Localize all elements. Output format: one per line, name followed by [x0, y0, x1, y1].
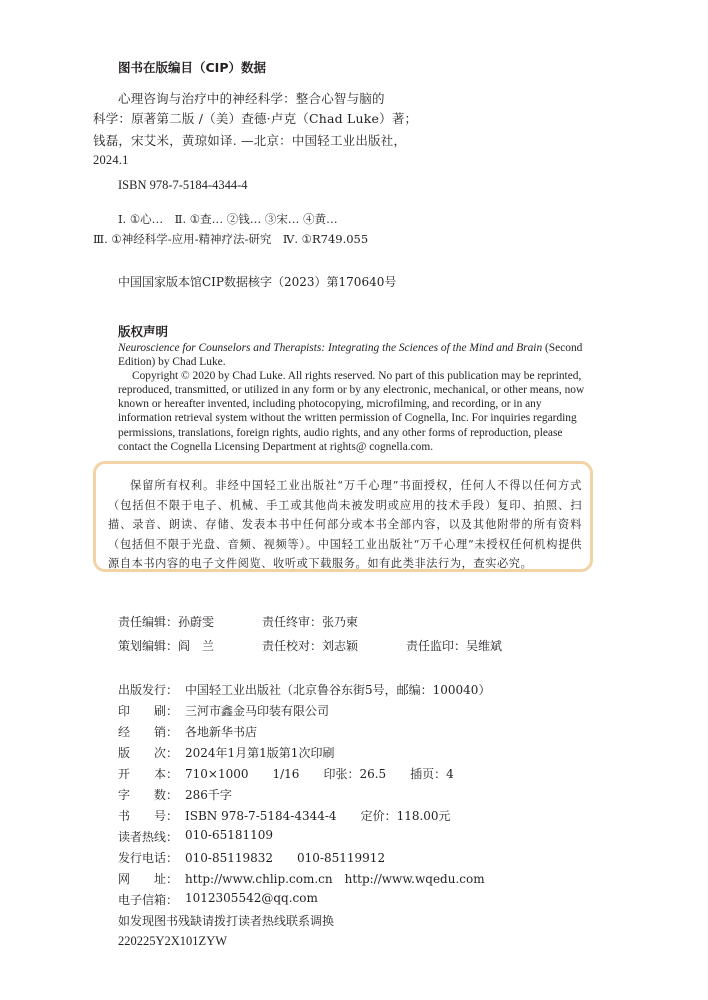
format-label: 开 本： — [118, 767, 179, 781]
cip-line: 钱磊，宋艾米，黄琼如译. —北京：中国轻工业出版社， — [93, 133, 407, 148]
staff-planning: 策划编辑：阎 兰 — [118, 639, 215, 653]
word-count-label: 字 数： — [118, 788, 179, 802]
format-value: 710×1000 1/16 印张：26.5 插页：4 — [185, 767, 454, 781]
printer-label: 印 刷： — [118, 704, 179, 718]
book-number-value: ISBN 978-7-5184-4344-4 定价：118.00元 — [185, 809, 451, 823]
original-title: Neuroscience for Counselors and Therapists: Integrating the Sciences of the Mind and Brain — [118, 342, 543, 354]
print-code: 220225Y2X101ZYW — [118, 934, 228, 948]
edition-label: 版 次： — [118, 746, 179, 760]
cip-number: 中国国家版本馆CIP数据核字（2023）第170640号 — [118, 275, 397, 289]
staff-supervision: 责任监印：吴维斌 — [406, 639, 503, 653]
publisher-value: 中国轻工业出版社（北京鲁谷东街5号，邮编：100040） — [185, 683, 491, 697]
word-count-value: 286千字 — [185, 788, 232, 802]
staff-editor: 责任编辑：孙蔚雯 — [118, 615, 215, 629]
copyright-heading: 版权声明 — [118, 324, 169, 339]
book-number-label: 书 号： — [118, 809, 179, 823]
edition-value: 2024年1月第1版第1次印刷 — [185, 746, 335, 760]
edition-credit: (Second Edition) by Chad Luke. — [118, 342, 583, 369]
website-value: http://www.chlip.com.cn http://www.wqedu.com — [185, 872, 485, 886]
cip-classification: Ⅰ. ①心… Ⅱ. ①查… ②钱… ③宋… ④黄… — [118, 212, 338, 226]
staff-proof: 责任校对：刘志颖 — [262, 639, 359, 653]
email-label: 电子信箱： — [118, 893, 179, 907]
distribution-phone-value: 010-85119832 010-85119912 — [185, 851, 386, 865]
cip-heading: 图书在版编目（CIP）数据 — [118, 60, 266, 75]
distributor-value: 各地新华书店 — [185, 725, 258, 739]
notice-paragraph: 保留所有权利。非经中国轻工业出版社“万千心理”书面授权，任何人不得以任何方式（包括但不限于电子、机械、手工或其他尚未被发明或应用的技术手段）复印、拍照、扫描、录音、朗读、存储、发表本书中任何部分或本书全部内容，以及其他附带的所有资料（包括但不限于光盘、音频、视频等）。中国轻工业出版社“万千心理”未授权任何机构提供源自本书内容的电子文件阅览、收听或下载服务。如有此类非法行为，查实必究。 — [108, 479, 583, 571]
distributor-label: 经 销： — [118, 725, 179, 739]
email-value: 1012305542@qq.com — [185, 891, 318, 905]
distribution-phone-label: 发行电话： — [118, 851, 179, 865]
cip-line: 2024.1 — [93, 153, 129, 167]
copyright-english-block — [118, 341, 598, 454]
reader-hotline-value: 010-65181109 — [185, 828, 274, 842]
cip-isbn: ISBN 978-7-5184-4344-4 — [118, 178, 248, 192]
replacement-note: 如发现图书残缺请拨打读者热线联系调换 — [118, 914, 335, 928]
reader-hotline-label: 读者热线： — [118, 830, 179, 844]
cip-classification: Ⅲ. ①神经科学-应用-精神疗法-研究 Ⅳ. ①R749.055 — [93, 232, 369, 246]
notice-text — [108, 476, 582, 574]
copyright-statement: Copyright © 2020 by Chad Luke. All rights reserved. No part of this publication may be reprinted, reproduced, transmitted, or utilized in any form or by any electronic, mechanical, or other means, now known or hereafter invented, including photocopying, microfilming, and recording, or in any information retrieval system without the written permission of Cognella, Inc. For inquiries regarding permissions, translations, foreign rights, audio rights, and any other forms of reproduction, please contact the Cognella Licensing Department at rights@ cognella.com. — [118, 370, 585, 453]
cip-line: 科学：原著第二版 /（美）查德·卢克（Chad Luke）著； — [93, 111, 418, 126]
website-label: 网 址： — [118, 872, 179, 886]
printer-value: 三河市鑫金马印装有限公司 — [185, 704, 330, 718]
publisher-label: 出版发行： — [118, 683, 179, 697]
staff-final-review: 责任终审：张乃柬 — [262, 615, 359, 629]
cip-line: 心理咨询与治疗中的神经科学：整合心智与脑的 — [118, 91, 385, 106]
